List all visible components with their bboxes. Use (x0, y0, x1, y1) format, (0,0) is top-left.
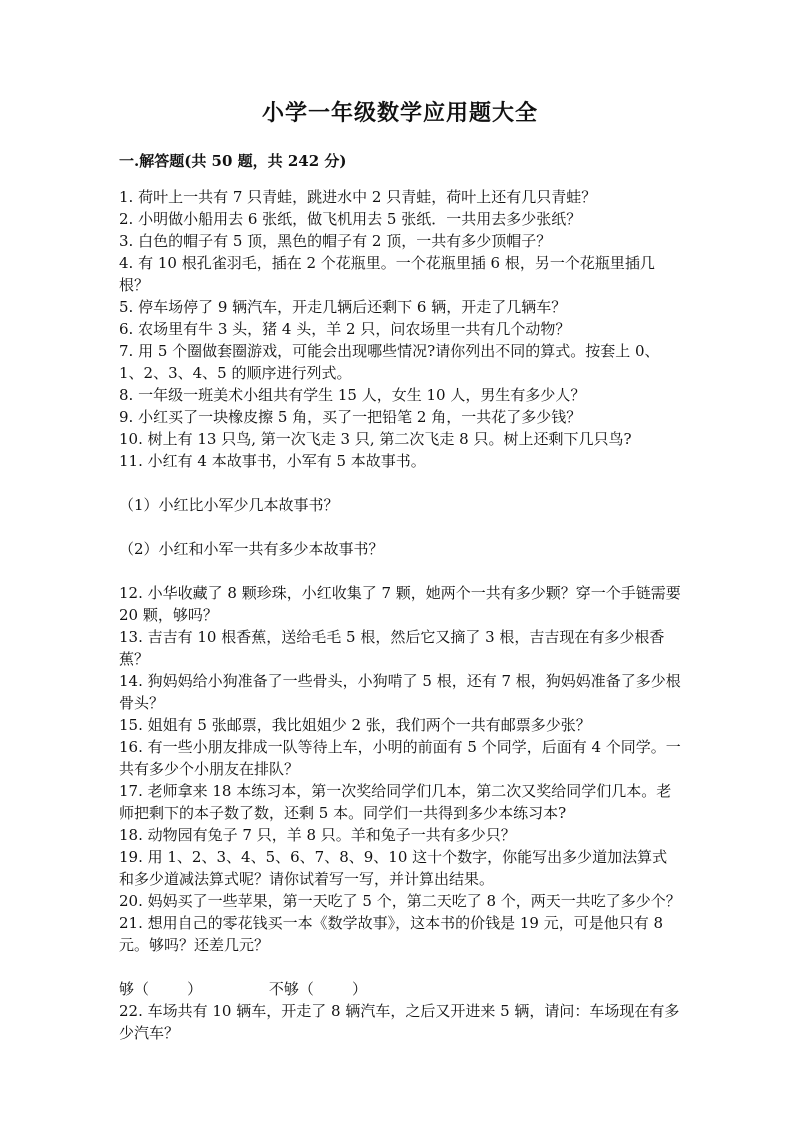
question-1: 1. 荷叶上一共有 7 只青蛙，跳进水中 2 只青蛙，荷叶上还有几只青蛙？ (119, 188, 597, 206)
question-17: 17. 老师拿来 18 本练习本，第一次奖给同学们几本，第二次又奖给同学们几本。老师把剩下的本子数了数，还剩 5 本。同学们一共得到多少本练习本? (119, 782, 672, 822)
question-15: 15. 姐姐有 5 张邮票，我比姐姐少 2 张，我们两个一共有邮票多少张？ (119, 716, 591, 734)
question-list (119, 186, 682, 1044)
question-14: 14. 狗妈妈给小狗准备了一些骨头，小狗啃了 5 根，还有 7 根，狗妈妈准备了多少根骨头？ (119, 672, 681, 712)
section-heading: 一.解答题(共 50 题，共 242 分) (119, 152, 347, 170)
question-11-part-2: （2）小红和小军一共有多少本故事书？ (119, 540, 384, 558)
question-8: 8. 一年级一班美术小组共有学生 15 人，女生 10 人，男生有多少人？ (119, 386, 586, 404)
question-21-answer-options: 够（ ） 不够（ ） (119, 980, 368, 998)
question-21: 21. 想用自己的零花钱买一本《数学故事》，这本书的价钱是 19 元，可是他只有 8 元。够吗？还差几元？ (119, 914, 664, 954)
question-11-part-1: （1）小红比小军少几本故事书？ (119, 496, 339, 514)
question-9: 9. 小红买了一块橡皮擦 5 角，买了一把铅笔 2 角，一共花了多少钱？ (119, 408, 582, 426)
question-6: 6. 农场里有牛 3 头，猪 4 头，羊 2 只，问农场里一共有几个动物？ (119, 320, 571, 338)
question-16: 16. 有一些小朋友排成一队等待上车，小明的前面有 5 个同学，后面有 4 个同学。一共有多少个小朋友在排队？ (119, 738, 681, 778)
question-11: 11. 小红有 4 本故事书，小军有 5 本故事书。 (119, 452, 426, 470)
question-4: 4. 有 10 根孔雀羽毛，插在 2 个花瓶里。一个花瓶里插 6 根，另一个花瓶里插几根？ (119, 254, 655, 294)
question-20: 20. 妈妈买了一些苹果，第一天吃了 5 个，第二天吃了 8 个，两天一共吃了多少个？ (119, 892, 681, 910)
question-19: 19. 用 1、2、3、4、5、6、7、8、9、10 这十个数字，你能写出多少道加法算式和多少道减法算式呢？请你试着写一写，并计算出结果。 (119, 848, 668, 888)
question-2: 2. 小明做小船用去 6 张纸，做飞机用去 5 张纸．一共用去多少张纸？ (119, 210, 582, 228)
question-12: 12. 小华收藏了 8 颗珍珠，小红收集了 7 颗，她两个一共有多少颗？穿一个手链需要 20 颗，够吗？ (119, 584, 681, 624)
question-18: 18. 动物园有兔子 7 只，羊 8 只。羊和兔子一共有多少只？ (119, 826, 516, 844)
question-5: 5. 停车场停了 9 辆汽车，开走几辆后还剩下 6 辆，开走了几辆车？ (119, 298, 567, 316)
question-7: 7. 用 5 个圈做套圈游戏，可能会出现哪些情况?请你列出不同的算式。按套上 0、1、2、3、4、5 的顺序进行列式。 (119, 342, 660, 382)
question-22: 22. 车场共有 10 辆车，开走了 8 辆汽车，之后又开进来 5 辆，请问：车场现在有多少汽车？ (119, 1002, 680, 1042)
question-10: 10. 树上有 13 只鸟, 第一次飞走 3 只, 第二次飞走 8 只。树上还剩下几只鸟? (119, 430, 632, 448)
question-3: 3. 白色的帽子有 5 顶，黑色的帽子有 2 顶，一共有多少顶帽子？ (119, 232, 552, 250)
page-title: 小学一年级数学应用题大全 (261, 100, 538, 126)
spacer (119, 956, 682, 978)
question-13: 13. 吉吉有 10 根香蕉，送给毛毛 5 根，然后它又摘了 3 根，吉吉现在有多少根香蕉？ (119, 628, 665, 668)
